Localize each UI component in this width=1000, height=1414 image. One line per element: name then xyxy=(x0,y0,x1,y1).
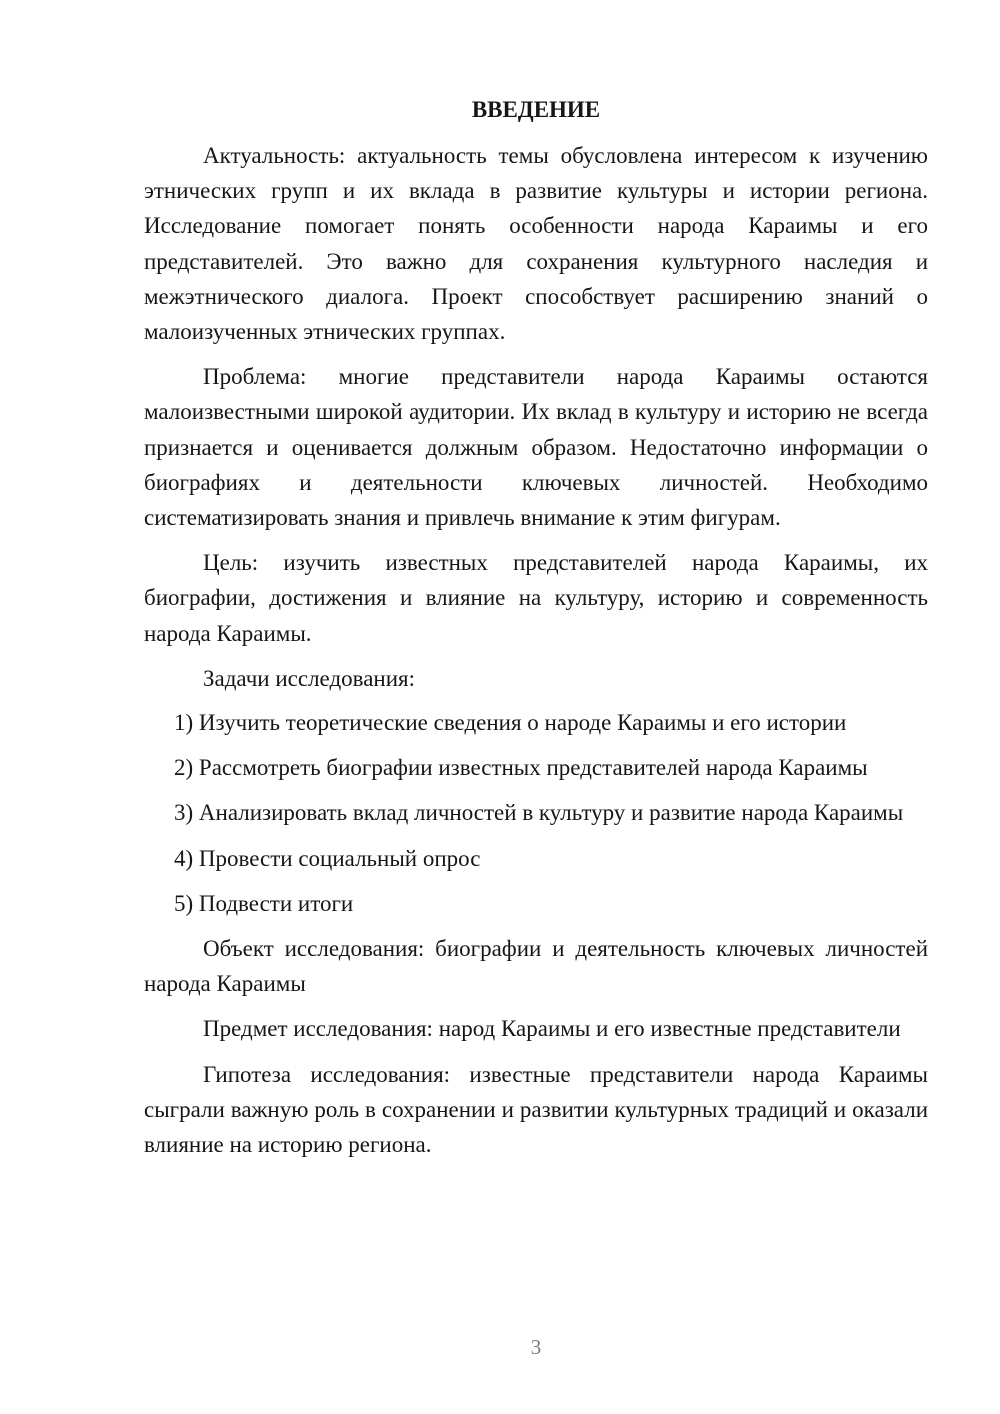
tasks-heading: Задачи исследования: xyxy=(203,665,416,691)
task-item: 2) Рассмотреть биографии известных представителей народа Караимы xyxy=(174,755,868,781)
paragraph-hypothesis: Гипотеза исследования: известные представители народа Караимы сыграли важную роль в сохранении и развитии культурных традиций и оказали влияние на историю региона. xyxy=(144,1061,928,1158)
task-item: 4) Провести социальный опрос xyxy=(174,845,481,871)
task-item: 1) Изучить теоретические сведения о народе Караимы и его истории xyxy=(174,710,847,736)
section-title: ВВЕДЕНИЕ xyxy=(471,97,601,122)
page-number: 3 xyxy=(530,1335,542,1359)
paragraph-object: Объект исследования: биографии и деятельность ключевых личностей народа Караимы xyxy=(144,936,928,997)
task-item: 3) Анализировать вклад личностей в культуру и развитие народа Караимы xyxy=(174,800,904,826)
paragraph-subject: Предмет исследования: народ Караимы и его известные представители xyxy=(203,1016,901,1042)
task-item: 5) Подвести итоги xyxy=(174,890,354,916)
paragraph-problem: Проблема: многие представители народа Караимы остаются малоизвестными широкой аудитории. Их вклад в культуру и историю не всегда признается и оценивается должным образом. Недостаточно информации о биографиях и деятельности ключевых личностей. Необходимо систематизировать знания и привлечь внимание к этим фигурам. xyxy=(144,364,928,531)
paragraph-goal: Цель: изучить известных представителей народа Караимы, их биографии, достижения и влияние на культуру, историю и современность народа Караимы. xyxy=(144,550,928,646)
paragraph-relevance: Актуальность: актуальность темы обусловлена интересом к изучению этнических групп и их вклада в развитие культуры и истории региона. Исследование помогает понять особенности народа Караимы и его представителей. Это важно для сохранения культурного наследия и межэтнического диалога. Проект способствует расширению знаний о малоизученных этнических группах. xyxy=(144,143,928,345)
page-content xyxy=(144,96,928,1172)
